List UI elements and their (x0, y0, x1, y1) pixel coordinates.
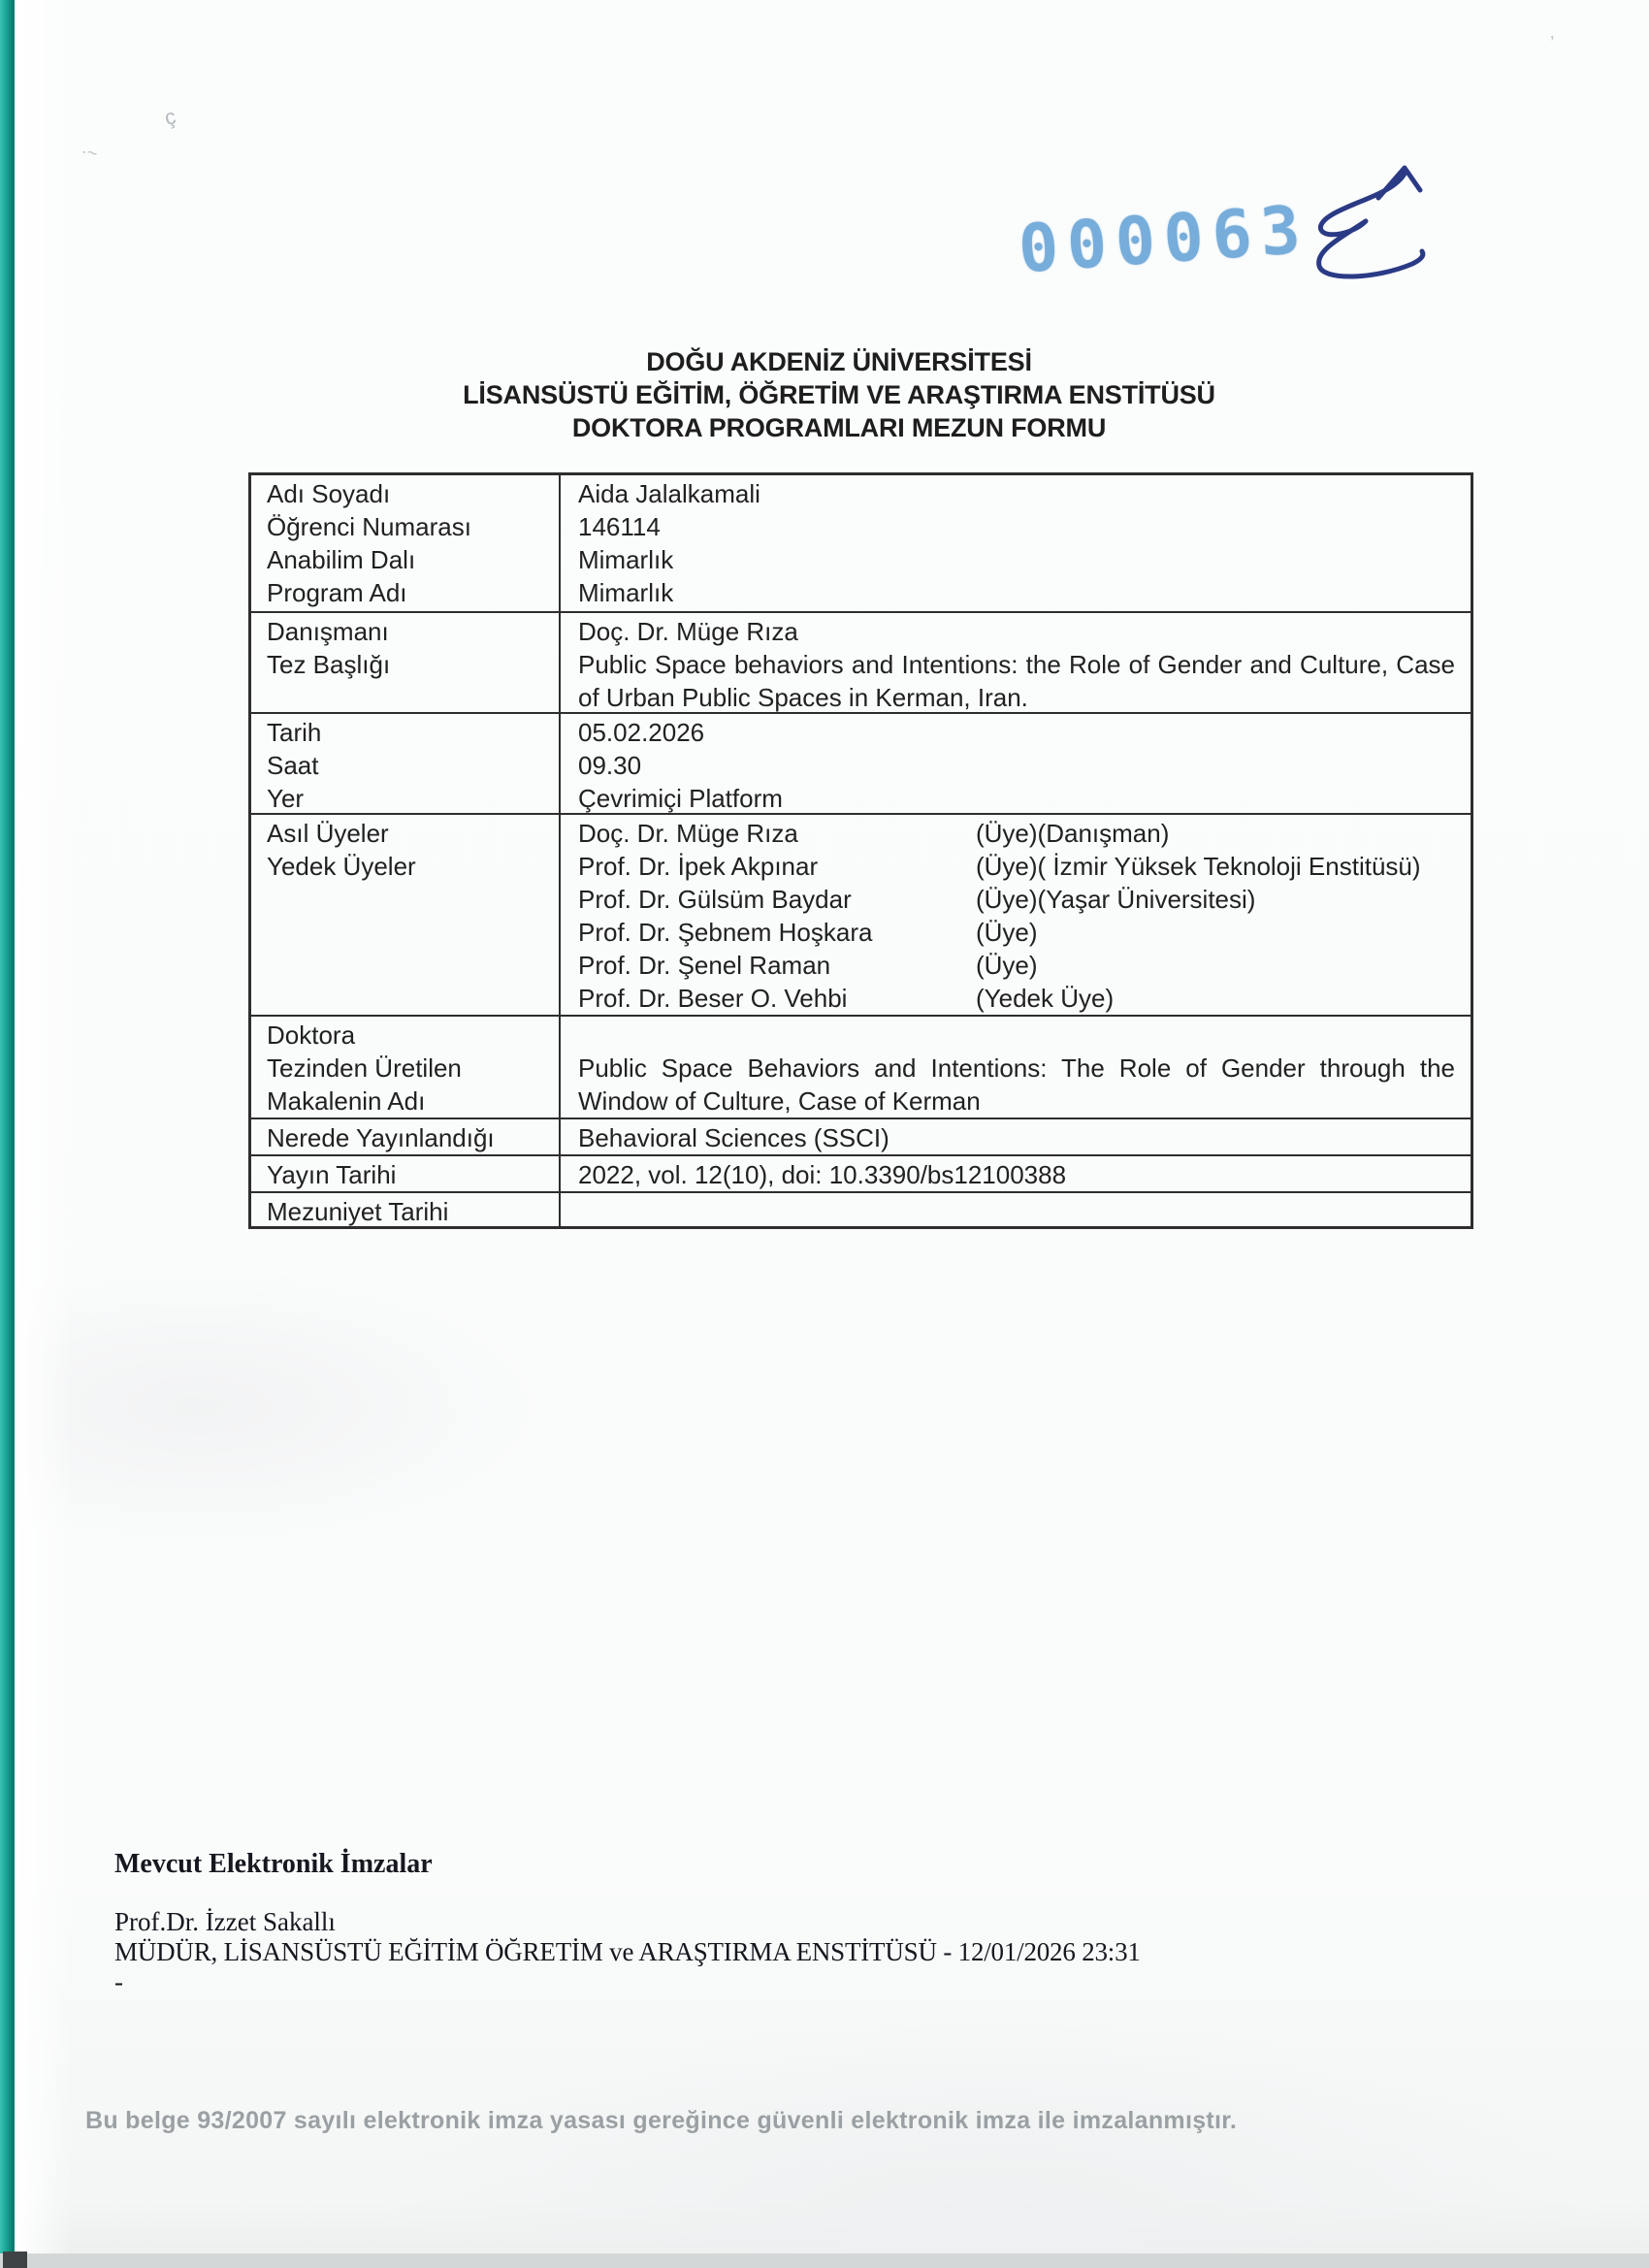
field-label: Yedek Üyeler (267, 852, 416, 881)
table-row-student-info (251, 475, 1471, 611)
field-label: Makalenin Adı (267, 1086, 426, 1116)
field-value: Doç. Dr. Müge Rıza (578, 617, 798, 646)
field-value: 05.02.2026 (578, 718, 705, 747)
field-label: Saat (267, 751, 319, 780)
committee-member (578, 883, 1455, 916)
field-value: Mimarlık (578, 578, 674, 607)
field-value: Aida Jalalkamali (578, 479, 760, 508)
field-value: Behavioral Sciences (SSCI) (578, 1123, 889, 1152)
field-label: Öğrenci Numarası (267, 512, 471, 541)
table-row-publication-date (251, 1154, 1471, 1191)
field-label: Tarih (267, 718, 322, 747)
institute-name: LİSANSÜSTÜ EĞİTİM, ÖĞRETİM VE ARAŞTIRMA ENSTİTÜSÜ (463, 380, 1215, 409)
scanner-bottom-band (0, 2253, 1649, 2268)
field-label: Yayın Tarihi (267, 1160, 397, 1189)
paper-edge-highlight (15, 0, 73, 2254)
university-name: DOĞU AKDENİZ ÜNİVERSİTESİ (646, 347, 1032, 376)
field-label: Program Adı (267, 578, 407, 607)
member-role: (Üye) (976, 951, 1038, 980)
field-label: Yer (267, 784, 305, 813)
field-label: Anabilim Dalı (267, 545, 416, 574)
pencil-mark: ·~ (79, 141, 100, 164)
esignature-disclaimer: Bu belge 93/2007 sayılı elektronik imza yasası gereğince güvenli elektronik imza ile imzalanmıştır. (85, 2107, 1238, 2134)
field-label: Mezuniyet Tarihi (267, 1197, 449, 1226)
member-name: Prof. Dr. Şebnem Hoşkara (578, 918, 873, 947)
committee-member (578, 850, 1455, 883)
field-value: Çevrimiçi Platform (578, 784, 783, 813)
committee-member (578, 982, 1455, 1015)
field-label: Tez Başlığı (267, 650, 391, 679)
member-role: (Üye) (976, 918, 1038, 947)
table-row-published-in (251, 1118, 1471, 1154)
form-title: DOKTORA PROGRAMLARI MEZUN FORMU (571, 413, 1107, 442)
table-row-article (251, 1015, 1471, 1118)
form-table (248, 472, 1473, 1229)
pencil-mark: ’ (1550, 33, 1555, 54)
member-name: Doç. Dr. Müge Rıza (578, 819, 798, 848)
pencil-mark: ç (162, 104, 178, 130)
committee-member (578, 949, 1455, 982)
committee-member (578, 817, 1455, 850)
member-name: Prof. Dr. İpek Akpınar (578, 852, 819, 881)
document-header (175, 345, 1504, 444)
scanner-corner-mark (3, 2252, 27, 2268)
scanner-edge-strip (0, 0, 15, 2254)
field-value: 2022, vol. 12(10), doi: 10.3390/bs12100388 (578, 1160, 1067, 1189)
signer-title: MÜDÜR, LİSANSÜSTÜ EĞİTİM ÖĞRETİM ve ARAŞTIRMA ENSTİTÜSÜ - 12/01/2026 23:31 (114, 1937, 1141, 1966)
field-label: Doktora (267, 1021, 356, 1050)
signature-dash: - (114, 1967, 123, 1996)
field-label: Danışmanı (267, 617, 389, 646)
committee-member (578, 916, 1455, 949)
member-role: (Üye)(Yaşar Üniversitesi) (976, 885, 1256, 914)
field-label: Tezinden Üretilen (267, 1053, 462, 1083)
field-value: Mimarlık (578, 545, 674, 574)
member-role: (Üye)( İzmir Yüksek Teknoloji Enstitüsü) (976, 852, 1421, 881)
table-row-committee (251, 813, 1471, 1015)
field-value: 146114 (578, 512, 661, 541)
electronic-signatures-block (114, 1849, 1141, 1997)
signatures-heading: Mevcut Elektronik İmzalar (114, 1849, 433, 1879)
member-name: Prof. Dr. Şenel Raman (578, 951, 831, 980)
article-title: Public Space Behaviors and Intentions: The Role of Gender through the Window of Culture, Case of Kerman (578, 1053, 1455, 1116)
member-name: Prof. Dr. Gülsüm Baydar (578, 885, 852, 914)
field-value: 09.30 (578, 751, 642, 780)
field-label: Nerede Yayınlandığı (267, 1123, 495, 1152)
signer-name: Prof.Dr. İzzet Sakallı (114, 1907, 336, 1936)
field-label: Asıl Üyeler (267, 819, 389, 848)
thesis-title: Public Space behaviors and Intentions: the Role of Gender and Culture, Case of Urban Public Spaces in Kerman, Iran. (578, 650, 1455, 712)
table-row-advisor-thesis (251, 611, 1471, 712)
member-name: Prof. Dr. Beser O. Vehbi (578, 984, 848, 1013)
signature-flourish (1282, 163, 1438, 294)
member-role: (Üye)(Danışman) (976, 819, 1170, 848)
document-number-stamp: 000063 (1016, 191, 1312, 289)
table-row-graduation-date (251, 1191, 1471, 1226)
table-row-date-time-place (251, 712, 1471, 813)
member-role: (Yedek Üye) (976, 984, 1115, 1013)
field-label: Adı Soyadı (267, 479, 391, 508)
